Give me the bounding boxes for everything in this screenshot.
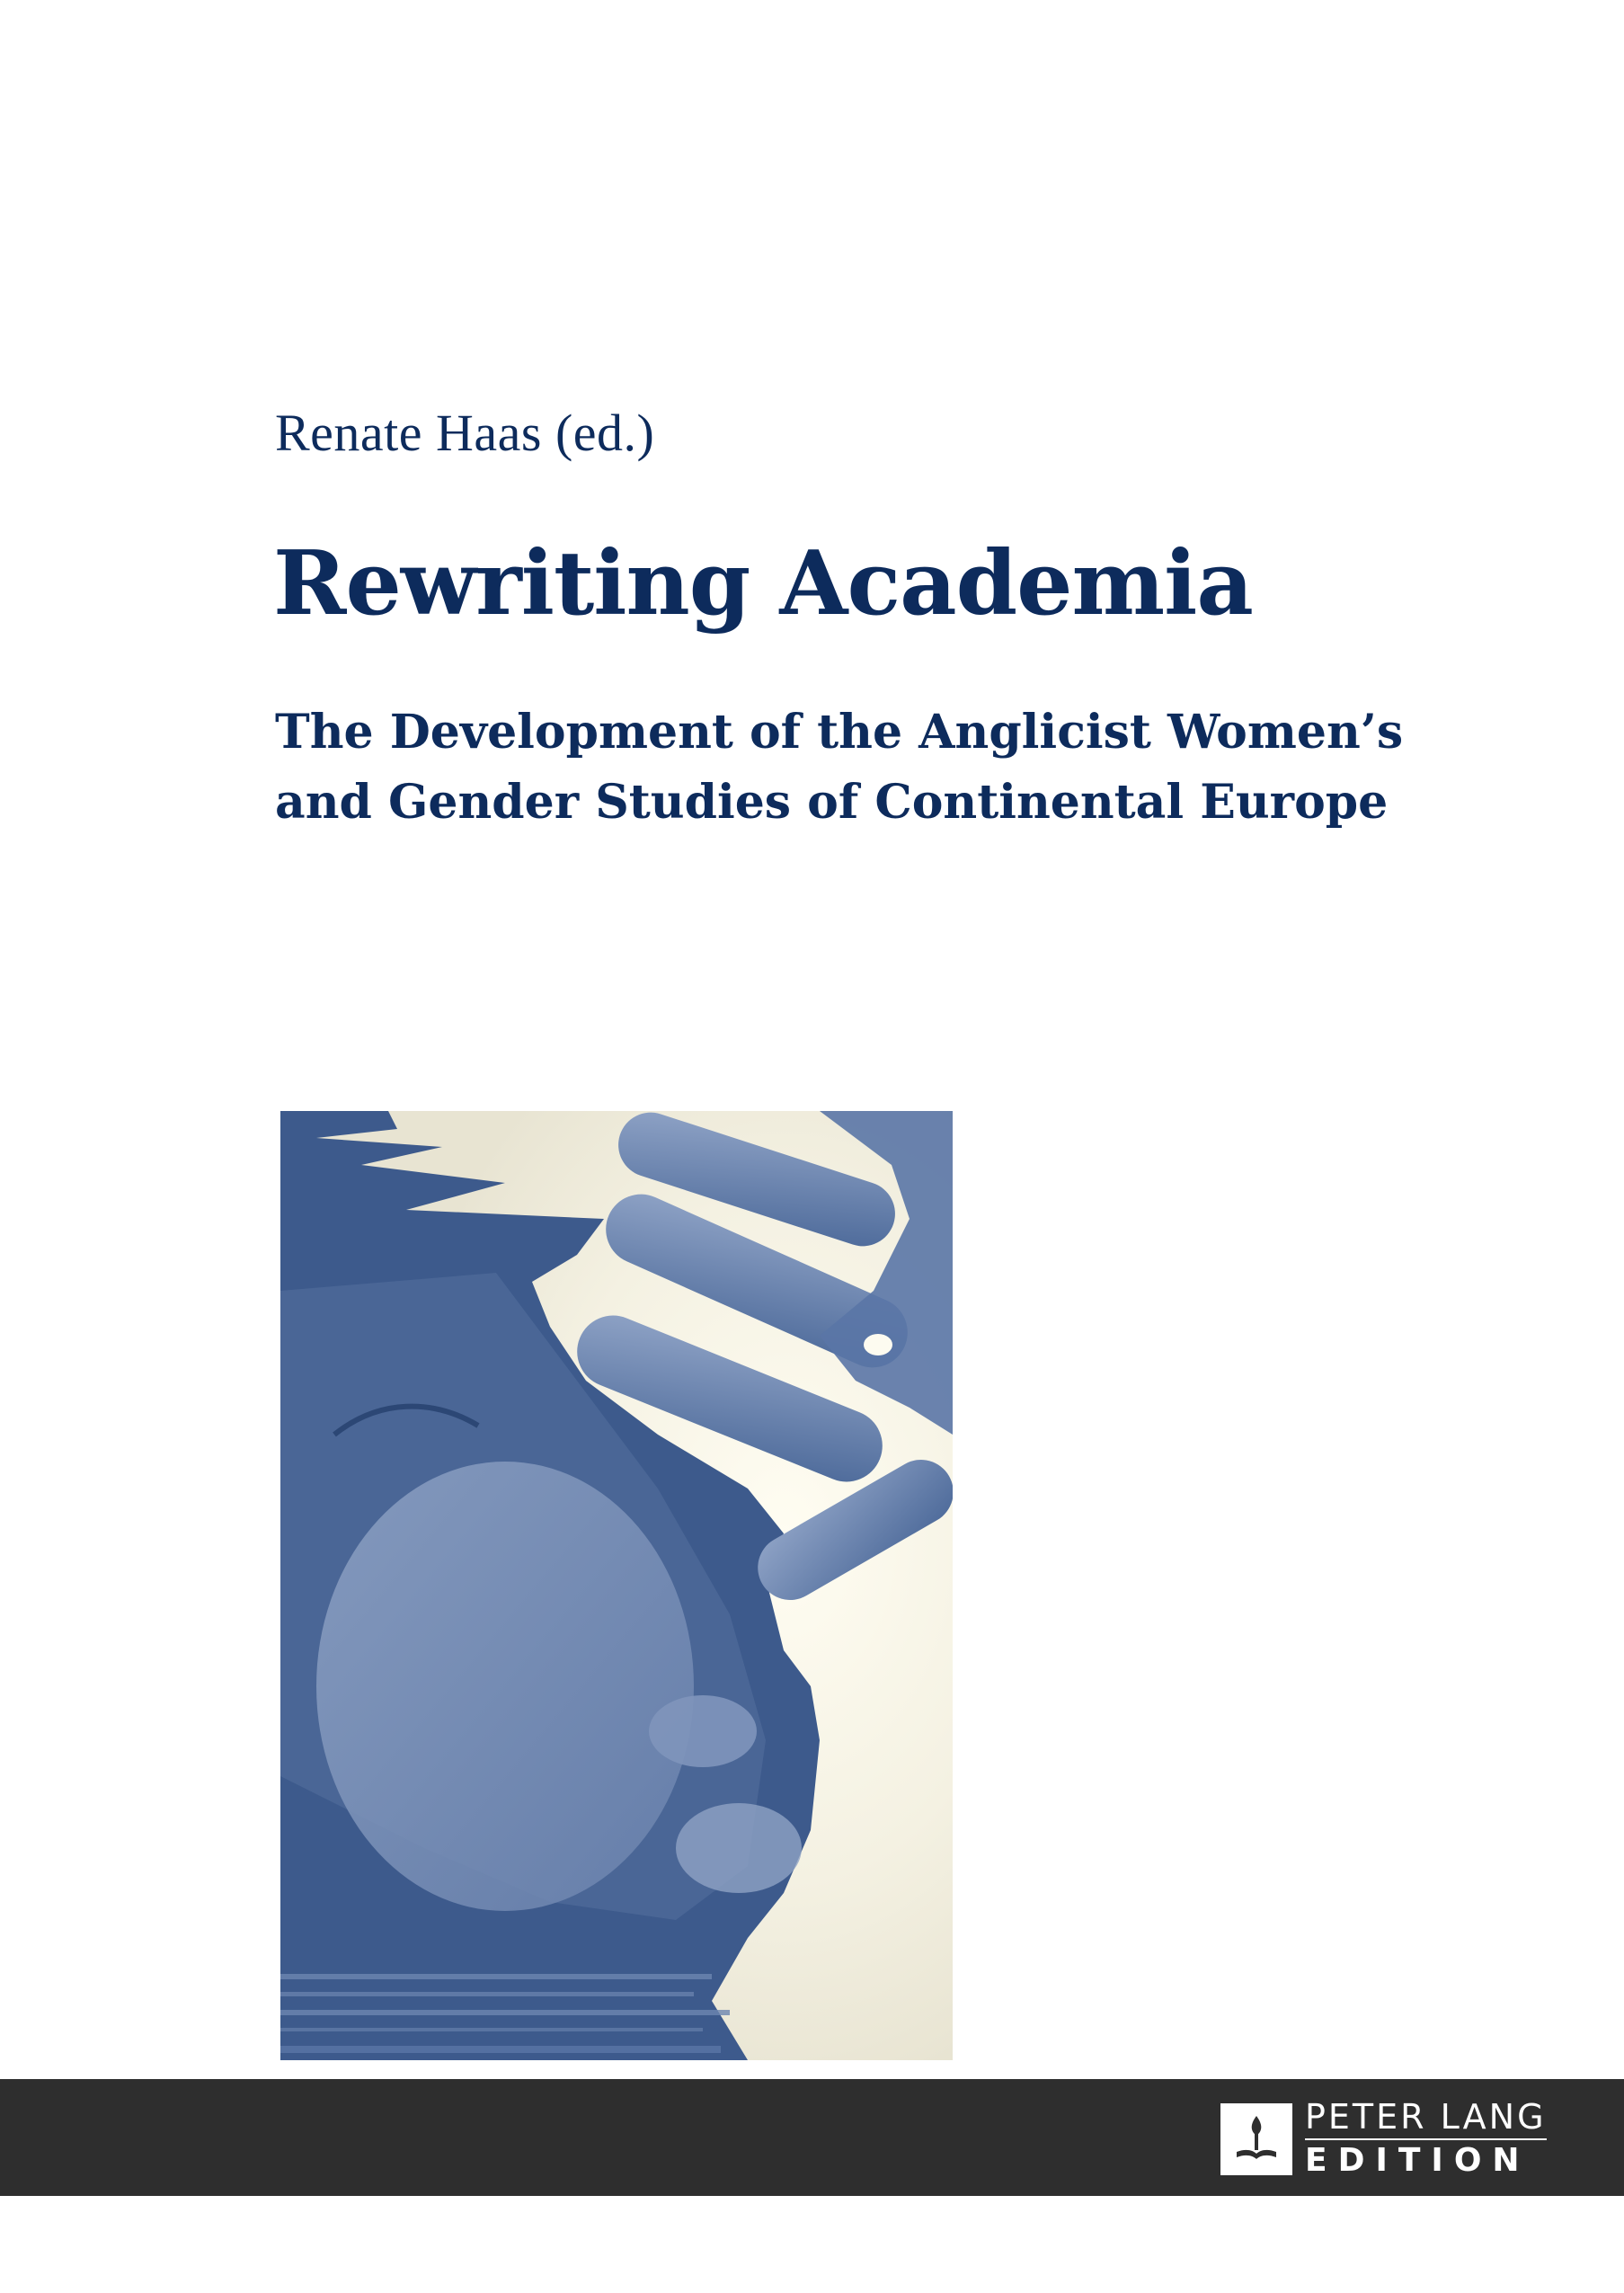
publisher-name: PETER LANG bbox=[1305, 2097, 1547, 2140]
publisher-logo bbox=[1220, 2096, 1547, 2182]
subtitle-line-2: and Gender Studies of Continental Europe bbox=[275, 775, 1389, 830]
book-title: Rewriting Academia bbox=[273, 532, 1253, 635]
subtitle-line-1: The Development of the Anglicist Women’s bbox=[275, 705, 1404, 760]
tree-book-icon bbox=[1220, 2103, 1292, 2175]
publisher-edition: EDITION bbox=[1305, 2142, 1531, 2179]
book-subtitle bbox=[275, 698, 1443, 838]
cover-photo bbox=[280, 1111, 953, 2060]
editor-name: Renate Haas (ed.) bbox=[275, 404, 655, 462]
